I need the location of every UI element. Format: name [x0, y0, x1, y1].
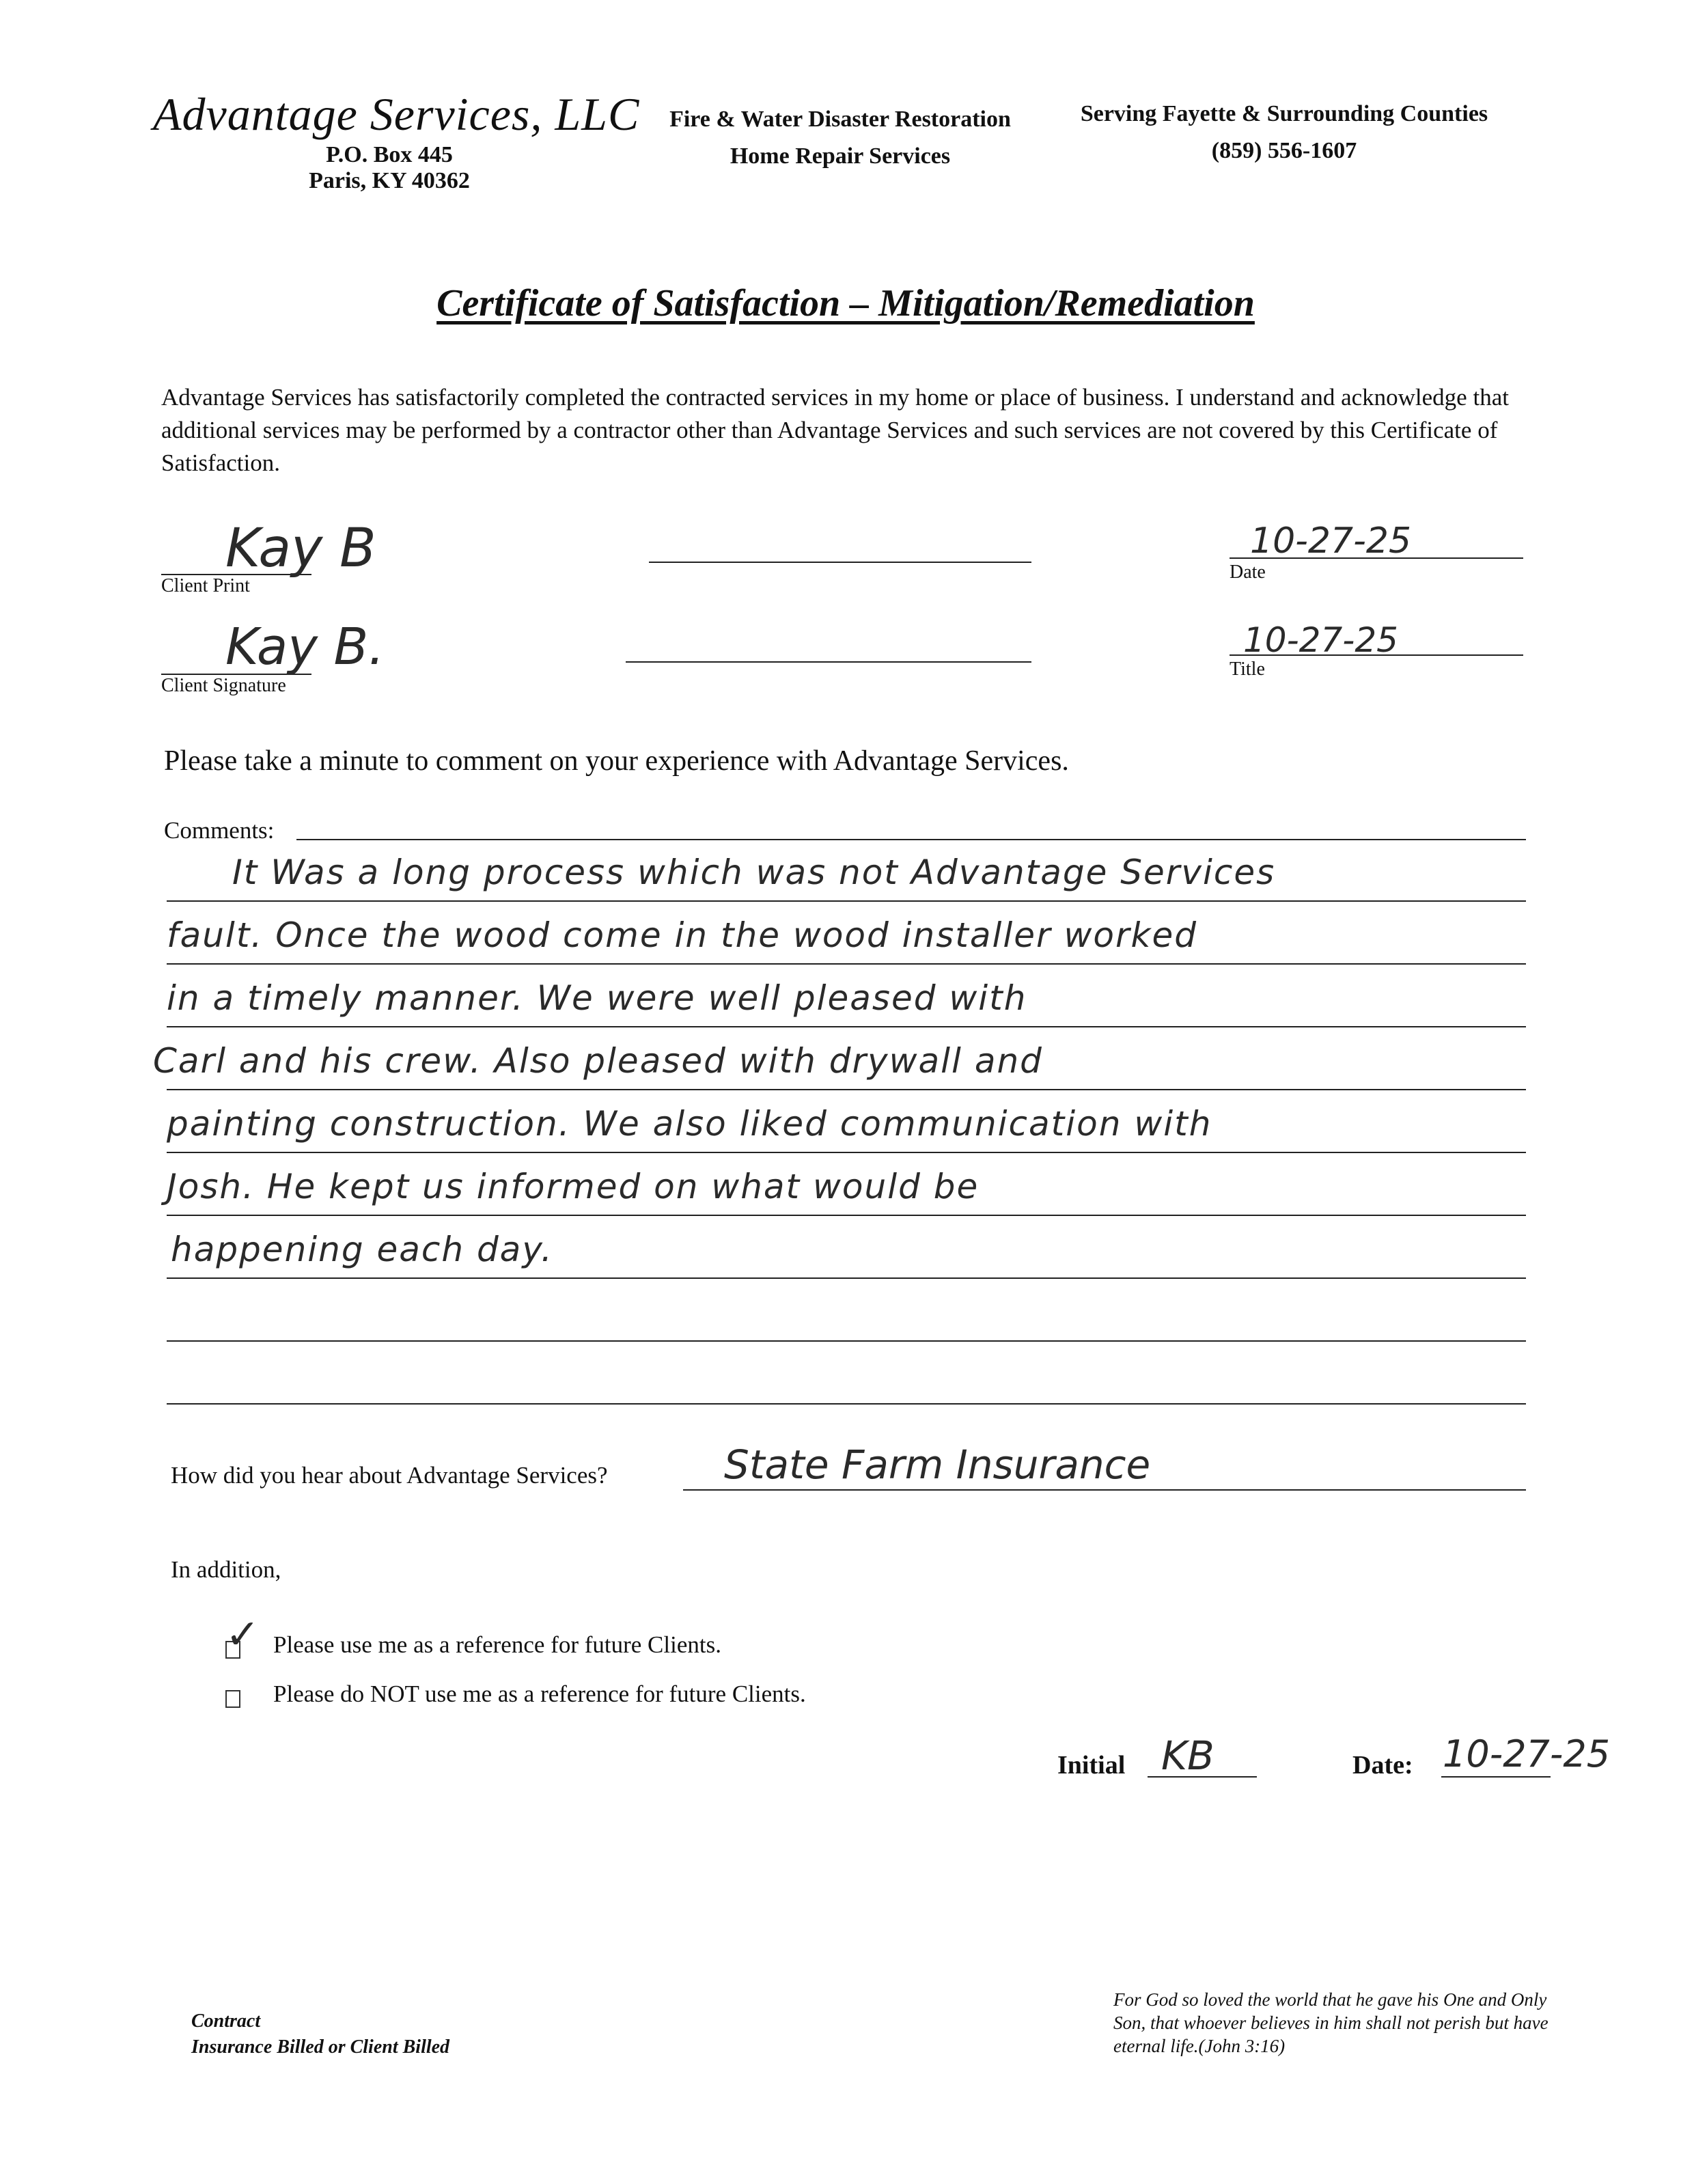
comment-prompt: Please take a minute to comment on your experience with Advantage Services.: [164, 745, 1069, 777]
comment-line-6[interactable]: [167, 1215, 1526, 1216]
document-title: Certificate of Satisfaction – Mitigation/Remediation: [436, 282, 1255, 324]
comment-text-6: Josh. He kept us informed on what would be: [167, 1167, 980, 1206]
service-line-1: Fire & Water Disaster Restoration: [669, 107, 1011, 132]
po-box: P.O. Box 445: [326, 142, 453, 167]
client-print-value: Kay B: [225, 518, 376, 579]
comment-line-1[interactable]: [167, 900, 1526, 902]
comment-line-9[interactable]: [167, 1403, 1526, 1405]
comment-line-3[interactable]: [167, 1026, 1526, 1027]
comment-text-5: painting construction. We also liked communication with: [167, 1104, 1212, 1144]
city-state-zip: Paris, KY 40362: [309, 168, 470, 193]
hear-question: How did you hear about Advantage Services?: [171, 1462, 608, 1489]
checkmark-icon: ✓: [225, 1611, 260, 1659]
footer-verse: For God so loved the world that he gave his One and Only Son, that whoever believes in him shall not perish but have eternal life.(John 3:16): [1113, 1989, 1549, 2056]
comment-line-0[interactable]: [296, 839, 1526, 840]
date-value: 10-27-25: [1250, 521, 1412, 562]
company-address: [287, 142, 492, 194]
date2-label: Date:: [1352, 1751, 1413, 1780]
serving-block: [1066, 96, 1503, 169]
comment-line-5[interactable]: [167, 1152, 1526, 1153]
company-name: Advantage Services, LLC: [153, 88, 640, 140]
comment-text-4: Carl and his crew. Also pleased with drywall and: [153, 1041, 1043, 1081]
client-print-label: Client Print: [161, 575, 250, 596]
use-reference-label: Please use me as a reference for future Clients.: [273, 1631, 721, 1658]
serving-area: Serving Fayette & Surrounding Counties: [1080, 101, 1488, 126]
blank-line-1: [649, 562, 1031, 563]
date-label: Date: [1230, 562, 1266, 583]
footer-contract: Contract: [191, 2010, 261, 2032]
intro-paragraph: Advantage Services has satisfactorily completed the contracted services in my home or place of business. I understand and acknowledge that additional services may be performed by a contractor other than Advantage Services and such services are not covered by this Certificate of Satisfaction.: [161, 384, 1509, 476]
comment-text-1: It Was a long process which was not Advantage Services: [232, 853, 1276, 892]
service-line-2: Home Repair Services: [730, 143, 951, 169]
do-not-use-reference-checkbox[interactable]: [225, 1690, 240, 1708]
comments-label: Comments:: [164, 817, 275, 844]
initial-label: Initial: [1057, 1751, 1126, 1780]
comment-line-4[interactable]: [167, 1089, 1526, 1090]
blank-line-2: [626, 661, 1031, 663]
initial-value: KB: [1161, 1732, 1214, 1779]
comment-text-3: in a timely manner. We were well pleased with: [167, 978, 1027, 1018]
services-block: [656, 101, 1025, 175]
title-value: 10-27-25: [1243, 620, 1398, 660]
client-signature-value: Kay B.: [225, 618, 385, 676]
comment-text-7: happening each day.: [171, 1230, 553, 1269]
comment-text-2: fault. Once the wood come in the wood installer worked: [167, 915, 1198, 955]
in-addition-label: In addition,: [171, 1556, 281, 1583]
hear-answer-value: State Farm Insurance: [724, 1441, 1151, 1488]
comment-line-8[interactable]: [167, 1340, 1526, 1342]
phone-number: (859) 556-1607: [1211, 138, 1357, 163]
comment-line-2[interactable]: [167, 963, 1526, 965]
do-not-use-reference-label: Please do NOT use me as a reference for future Clients.: [273, 1681, 806, 1707]
footer-billed: Insurance Billed or Client Billed: [191, 2036, 450, 2058]
title-label: Title: [1230, 659, 1265, 680]
client-signature-label: Client Signature: [161, 675, 286, 696]
footer-billing: [191, 2008, 449, 2060]
date2-line[interactable]: [1441, 1776, 1551, 1778]
hear-answer-line[interactable]: [683, 1489, 1526, 1491]
date2-value: 10-27-25: [1443, 1732, 1611, 1775]
comment-line-7[interactable]: [167, 1277, 1526, 1279]
